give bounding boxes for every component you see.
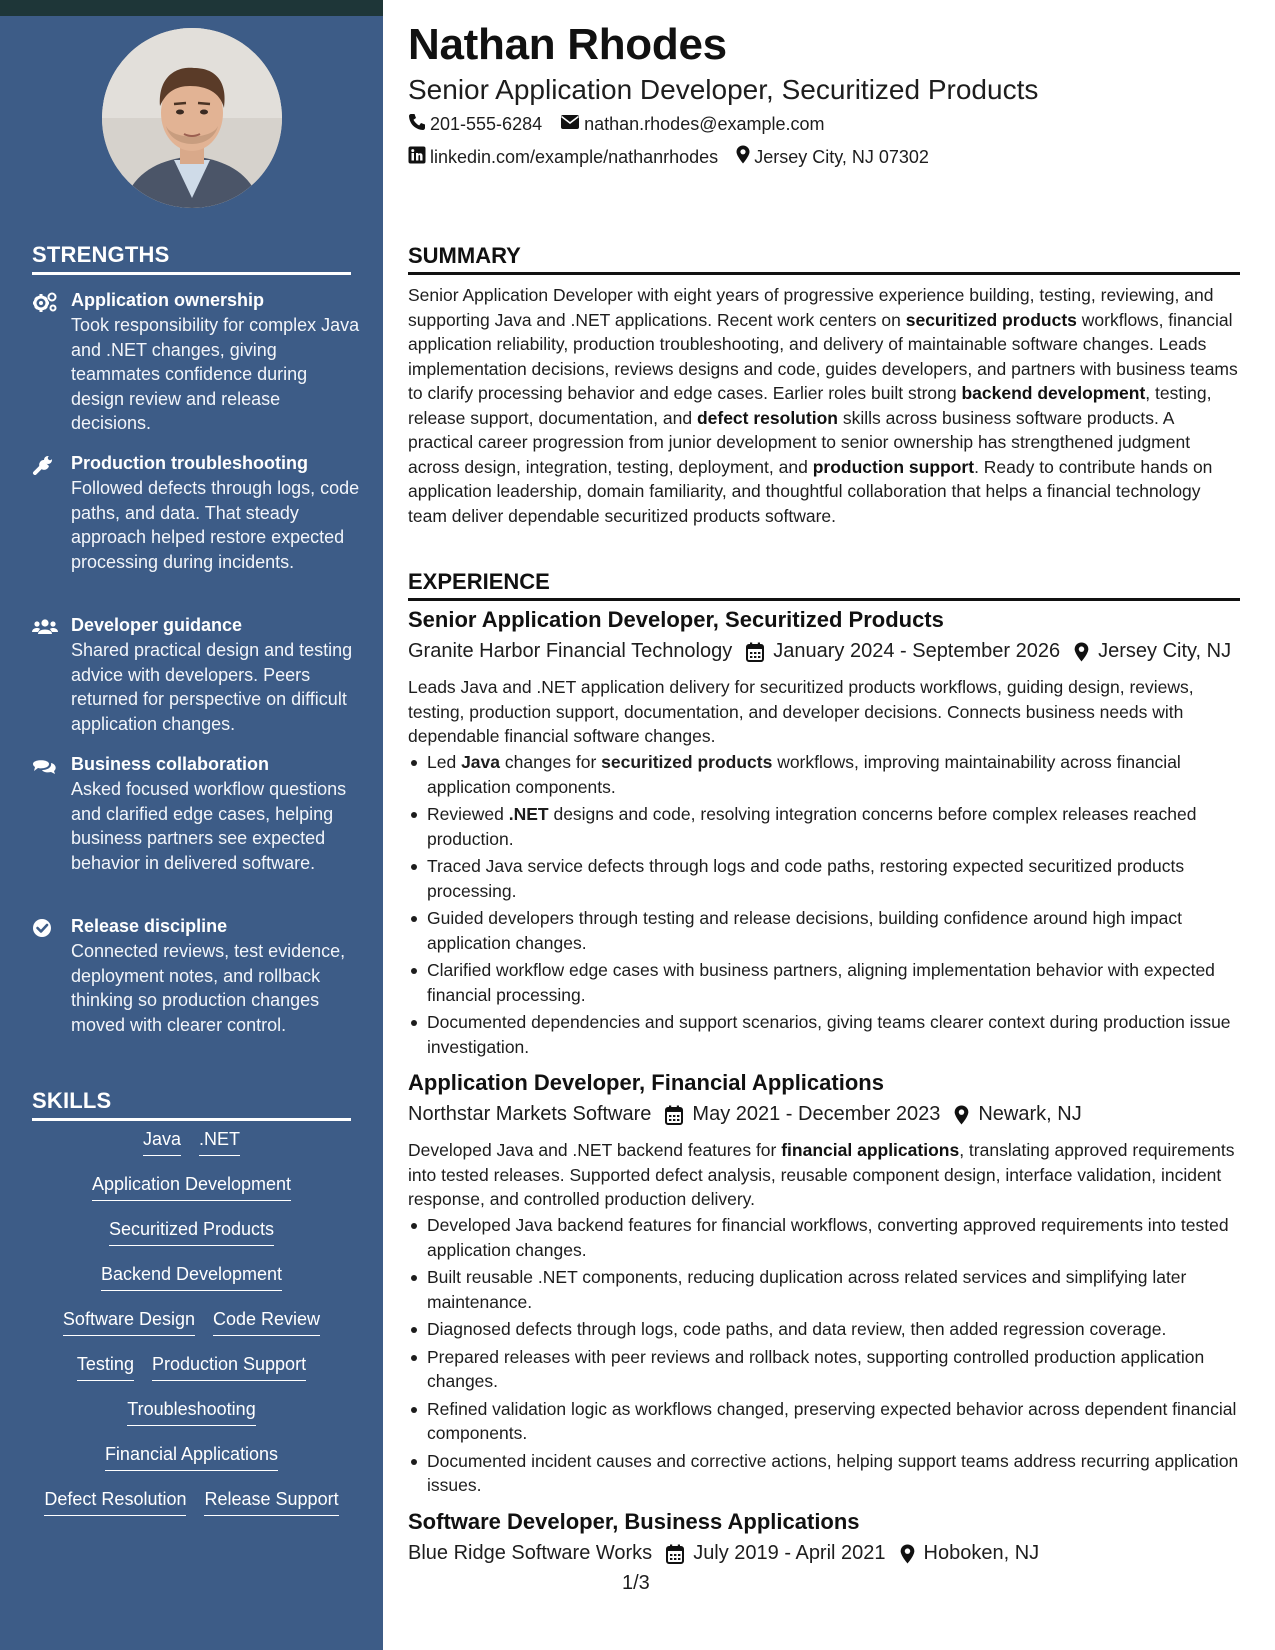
map-pin-icon [1074,642,1089,662]
bullet-item [408,750,1240,799]
experience-divider [408,598,1240,601]
users-icon [32,617,56,637]
job-title: Senior Application Developer, Securitized Products [408,607,944,632]
bullet-item [408,958,1240,1007]
strength-title: Application ownership [71,290,265,310]
strength-title: Release discipline [71,916,228,936]
skill-tag: Testing [77,1353,134,1381]
text-run: Diagnosed defects through logs, code paths, and data review, then added regression coverage. [427,1319,1167,1339]
sidebar [0,0,383,1650]
skill-tag: Software Design [63,1308,195,1336]
text-run: . Ready to contribute hands on application leadership, domain familiarity, and thoughtful collaboration that helps a financial technology team deliver dependable securitized products software. [408,456,1213,526]
skills-divider [32,1118,351,1121]
bold-text: securitized products [905,309,1077,330]
text-run: skills across business software products. A practical career progression from junior development to senior ownership has strengthened judgment across design, integration, testing, deployment, and [408,407,1191,477]
location-text: Jersey City, NJ 07302 [754,146,929,167]
gears-icon [32,292,56,312]
phone-icon [408,113,430,136]
contact-row [408,145,947,169]
strength-description: Took responsibility for complex Java and .NET changes, giving teammates confidence during design review and release decisions. [71,315,360,433]
text-run: Reviewed [427,804,509,824]
text-run: , translating approved requirements into tested releases. Supported defect analysis, reusable component design, interface validation, incident response, and controlled production delivery. [408,1140,1235,1209]
job-dates-text: July 2019 - April 2021 [693,1542,886,1564]
job-dates [666,1542,885,1565]
skill-row [32,1173,351,1218]
map-pin-icon [954,1105,969,1125]
skills-list [32,1128,351,1533]
skill-row [32,1443,351,1488]
skill-row [32,1263,351,1308]
linkedin-icon [408,146,430,169]
envelope-icon [560,114,584,135]
phone-number: 201-555-6284 [430,114,543,134]
job-title: Application Developer, Financial Applications [408,1070,884,1095]
comments-icon [32,756,56,776]
bullet-item [408,1317,1240,1342]
bullet-item [408,1449,1240,1498]
job-location-text: Jersey City, NJ [1098,640,1232,662]
job-meta [408,1542,1053,1565]
text-run: workflows, financial application reliability, production troubleshooting, and delivery of maintainable software changes. Leads implementation decisions, reviews designs and code, guides developers, and partners with business teams to clarify processing behavior and edge cases. Earlier roles built strong [408,309,1238,403]
bullet-item [408,802,1240,851]
skill-tag: Production Support [152,1353,306,1381]
strengths-heading: STRENGTHS [32,242,170,267]
summary-divider [408,272,1240,275]
sidebar-top-bar [0,0,383,16]
job-dates-text: May 2021 - December 2023 [692,1103,941,1125]
text-run: Led [427,752,462,772]
bold-text: backend development [961,383,1146,403]
strength-description: Followed defects through logs, code paths, and data. That steady approach helped restore expected processing during incidents. [71,478,360,572]
bold-text: financial applications [781,1140,960,1160]
strengths-divider [32,272,351,275]
text-run: Developed Java backend features for financial workflows, converting approved requirements into tested application changes. [427,1215,1229,1260]
skill-row [32,1218,351,1263]
job-dates-text: January 2024 - September 2026 [773,640,1061,662]
job-location-text: Hoboken, NJ [923,1542,1040,1564]
job-meta [408,640,1245,663]
strength-title: Developer guidance [71,615,243,635]
bold-text: securitized products [601,752,773,772]
candidate-headline: Senior Application Developer, Securitized Products [408,74,1039,105]
bold-text: production support [812,456,975,477]
bullet-item [408,906,1240,955]
job-location [1074,640,1231,663]
skill-row [32,1488,351,1533]
linkedin-item [408,146,718,169]
skill-tag: Securitized Products [109,1218,274,1246]
company-name: Blue Ridge Software Works [408,1542,653,1564]
text-run: Built reusable .NET components, reducing duplication across related services and simplifying later maintenance. [427,1267,1187,1312]
job-location [900,1542,1040,1565]
text-run: Developed Java and .NET backend features for [408,1140,782,1160]
location-item [736,145,929,169]
bullet-item [408,1397,1240,1446]
skill-row [32,1128,351,1173]
text-run: Leads Java and .NET application delivery for securitized products workflows, guiding design, reviews, testing, production support, documentation, and developer decisions. Connects business needs with dependable financial software changes. [408,677,1194,746]
text-run: Prepared releases with peer reviews and rollback notes, supporting controlled production application changes. [427,1346,1205,1391]
text-run: changes for [500,752,602,772]
check-circle-icon [32,918,56,938]
email-address[interactable]: nathan.rhodes@example.com [584,114,825,134]
strength-title: Business collaboration [71,754,270,774]
text-run: Documented incident causes and corrective actions, helping support teams address recurring application issues. [427,1450,1239,1495]
job-description [408,675,1240,749]
main-top-bar [383,0,1275,16]
job-title: Software Developer, Business Applications [408,1509,860,1534]
job-description [408,1138,1240,1212]
skill-tag: Application Development [92,1173,291,1201]
job-location [954,1103,1081,1126]
skill-tag: Release Support [204,1488,338,1516]
skill-tag: Financial Applications [105,1443,278,1471]
company-name: Granite Harbor Financial Technology [408,640,733,662]
linkedin-url[interactable]: linkedin.com/example/nathanrhodes [430,146,719,167]
text-run: Refined validation logic as workflows changed, preserving expected behavior across dependent financial components. [427,1398,1237,1443]
job-bullets [408,750,1240,1062]
skill-tag: Defect Resolution [44,1488,186,1516]
strength-description: Asked focused workflow questions and clarified edge cases, helping business partners see expected behavior in delivered software. [71,779,347,873]
bullet-item [408,854,1240,903]
strength-description: Connected reviews, test evidence, deployment notes, and rollback thinking so production changes moved with clearer control. [71,941,346,1035]
skill-tag: .NET [199,1128,240,1156]
calendar-icon [666,1544,684,1564]
experience-heading: EXPERIENCE [408,569,550,594]
job-dates [746,640,1060,663]
text-run: designs and code, resolving integration concerns before complex releases reached production. [427,804,1197,849]
skill-tag: Java [143,1128,181,1156]
summary-heading: SUMMARY [408,243,521,268]
bullet-item [408,1345,1240,1394]
wrench-icon [32,455,56,475]
skill-row [32,1398,351,1443]
job-location-text: Newark, NJ [978,1103,1082,1125]
summary-text [408,283,1240,528]
job-meta [408,1103,1096,1126]
map-pin-icon [736,145,754,169]
skills-heading: SKILLS [32,1088,112,1113]
map-pin-icon [900,1544,915,1564]
skill-tag: Backend Development [101,1263,282,1291]
company-name: Northstar Markets Software [408,1103,652,1125]
bold-text: .NET [508,804,549,824]
bullet-item [408,1265,1240,1314]
avatar [102,28,282,208]
skill-row [32,1308,351,1353]
contact-row [408,113,843,136]
text-run: , testing, release support, documentation, and [408,383,1212,428]
phone-item [408,113,542,136]
strength-title: Production troubleshooting [71,453,308,473]
strength-description: Shared practical design and testing advice with developers. Peers returned for perspective on difficult application changes. [71,640,353,734]
job-dates [665,1103,940,1126]
skill-row [32,1353,351,1398]
calendar-icon [665,1105,683,1125]
bullet-item [408,1213,1240,1262]
bullet-item [408,1010,1240,1059]
calendar-icon [746,642,764,662]
text-run: Documented dependencies and support scenarios, giving teams clearer context during production issue investigation. [427,1012,1231,1057]
job-bullets [408,1213,1240,1501]
page-number: 1/3 [622,1572,650,1594]
bold-text: defect resolution [696,407,838,428]
skill-tag: Troubleshooting [127,1398,255,1426]
text-run: workflows, improving maintainability across financial application components. [427,752,1181,797]
candidate-name: Nathan Rhodes [408,20,727,69]
text-run: Senior Application Developer with eight years of progressive experience building, testing, reviewing, and supporting Java and .NET applications. Recent work centers on [408,285,1214,330]
text-run: Traced Java service defects through logs and code paths, restoring expected securitized products processing. [427,856,1185,901]
skill-tag: Code Review [213,1308,320,1336]
bold-text: Java [461,752,500,772]
email-item [560,114,824,135]
text-run: Guided developers through testing and release decisions, building confidence around high impact application changes. [427,908,1182,953]
text-run: Clarified workflow edge cases with business partners, aligning implementation behavior with expected financial processing. [427,960,1215,1005]
